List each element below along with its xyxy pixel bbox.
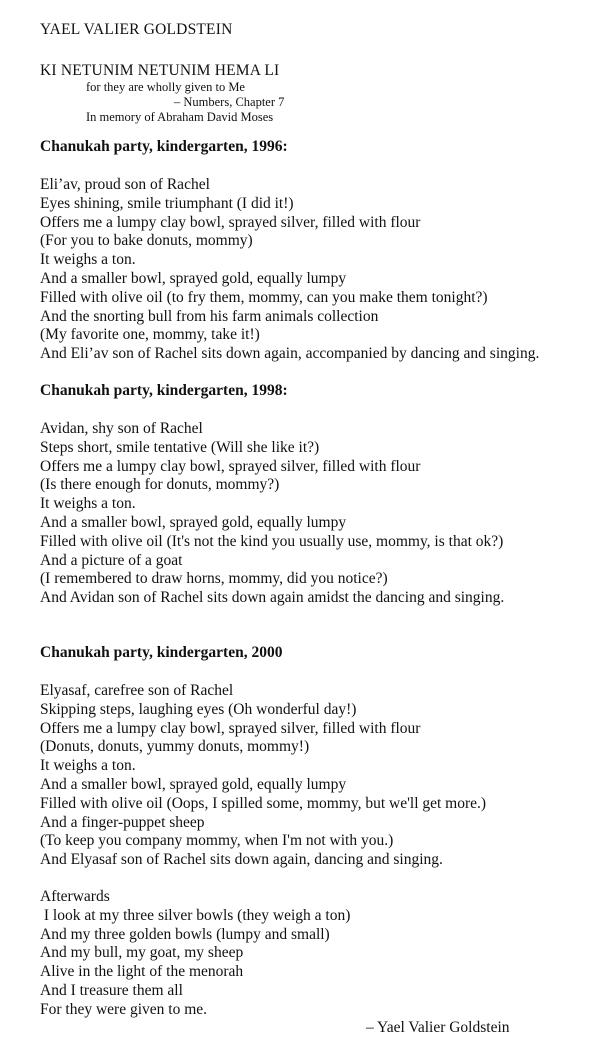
stanza-2000 [40,682,486,870]
poem-line: Filled with olive oil (It's not the kind you usually use, mommy, is that ok?) [40,532,504,550]
section-heading-1998: Chanukah party, kindergarten, 1998: [40,382,288,399]
poem-line: (Donuts, donuts, yummy donuts, mommy!) [40,738,310,756]
section-heading-1996: Chanukah party, kindergarten, 1996: [40,138,288,155]
poem-line: And a smaller bowl, sprayed gold, equally lumpy [40,775,347,793]
poem-line: It weighs a ton. [40,495,136,513]
dedication: In memory of Abraham David Moses [86,110,274,124]
stanza-afterwards [40,888,350,1020]
poem-line: (I remembered to draw horns, mommy, did you notice?) [40,570,388,588]
poem-line: And a finger-puppet sheep [40,813,205,831]
poem-line: (Is there enough for donuts, mommy?) [40,476,280,494]
poem-line: (For you to bake donuts, mommy) [40,232,253,250]
poem-line: Eyes shining, smile triumphant (I did it!) [40,194,294,212]
poem-line: And Eli’av son of Rachel sits down again, accompanied by dancing and singing. [40,345,540,363]
poem-line: Offers me a lumpy clay bowl, sprayed silver, filled with flour [40,213,421,231]
stanza-1996 [40,176,539,364]
poem-line: I look at my three silver bowls (they weigh a ton) [40,906,351,924]
author-name: YAEL VALIER GOLDSTEIN [40,21,233,38]
poem-line: And I treasure them all [40,981,183,999]
stanza-1998 [40,420,504,608]
section-heading-2000: Chanukah party, kindergarten, 2000 [40,644,283,661]
poem-title: KI NETUNIM NETUNIM HEMA LI [40,62,280,79]
poem-line: And Elyasaf son of Rachel sits down again, dancing and singing. [40,851,443,869]
poem-line: Offers me a lumpy clay bowl, sprayed silver, filled with flour [40,457,421,475]
poem-line: And Avidan son of Rachel sits down again amidst the dancing and singing. [40,589,505,607]
poem-line: It weighs a ton. [40,251,136,269]
poem-line: Alive in the light of the menorah [40,963,244,981]
poem-line: It weighs a ton. [40,757,136,775]
poem-line: Filled with olive oil (Oops, I spilled some, mommy, but we'll get more.) [40,794,487,812]
epigraph-source: – Numbers, Chapter 7 [174,95,285,109]
poem-line: And my three golden bowls (lumpy and small) [40,925,330,943]
poem-line: Offers me a lumpy clay bowl, sprayed silver, filled with flour [40,719,421,737]
poem-line: For they were given to me. [40,1000,208,1018]
poem-line: Skipping steps, laughing eyes (Oh wonderful day!) [40,700,357,718]
epigraph-quote: for they are wholly given to Me [86,80,245,94]
poem-line: (My favorite one, mommy, take it!) [40,326,260,344]
poem-line: Filled with olive oil (to fry them, mommy, can you make them tonight?) [40,288,488,306]
poem-line: Eli’av, proud son of Rachel [40,176,210,193]
poem-line: And a smaller bowl, sprayed gold, equally lumpy [40,513,347,531]
signature: – Yael Valier Goldstein [366,1019,510,1036]
poem-line: Elyasaf, carefree son of Rachel [40,682,234,699]
poem-line: Avidan, shy son of Rachel [40,420,203,437]
poem-line: (To keep you company mommy, when I'm not with you.) [40,832,394,850]
poem-line: And a picture of a goat [40,551,183,569]
poem-line: Afterwards [40,888,110,905]
poem-line: And the snorting bull from his farm animals collection [40,307,379,325]
poem-line: And my bull, my goat, my sheep [40,944,244,962]
poem-line: Steps short, smile tentative (Will she like it?) [40,438,320,456]
poem-line: And a smaller bowl, sprayed gold, equally lumpy [40,269,347,287]
